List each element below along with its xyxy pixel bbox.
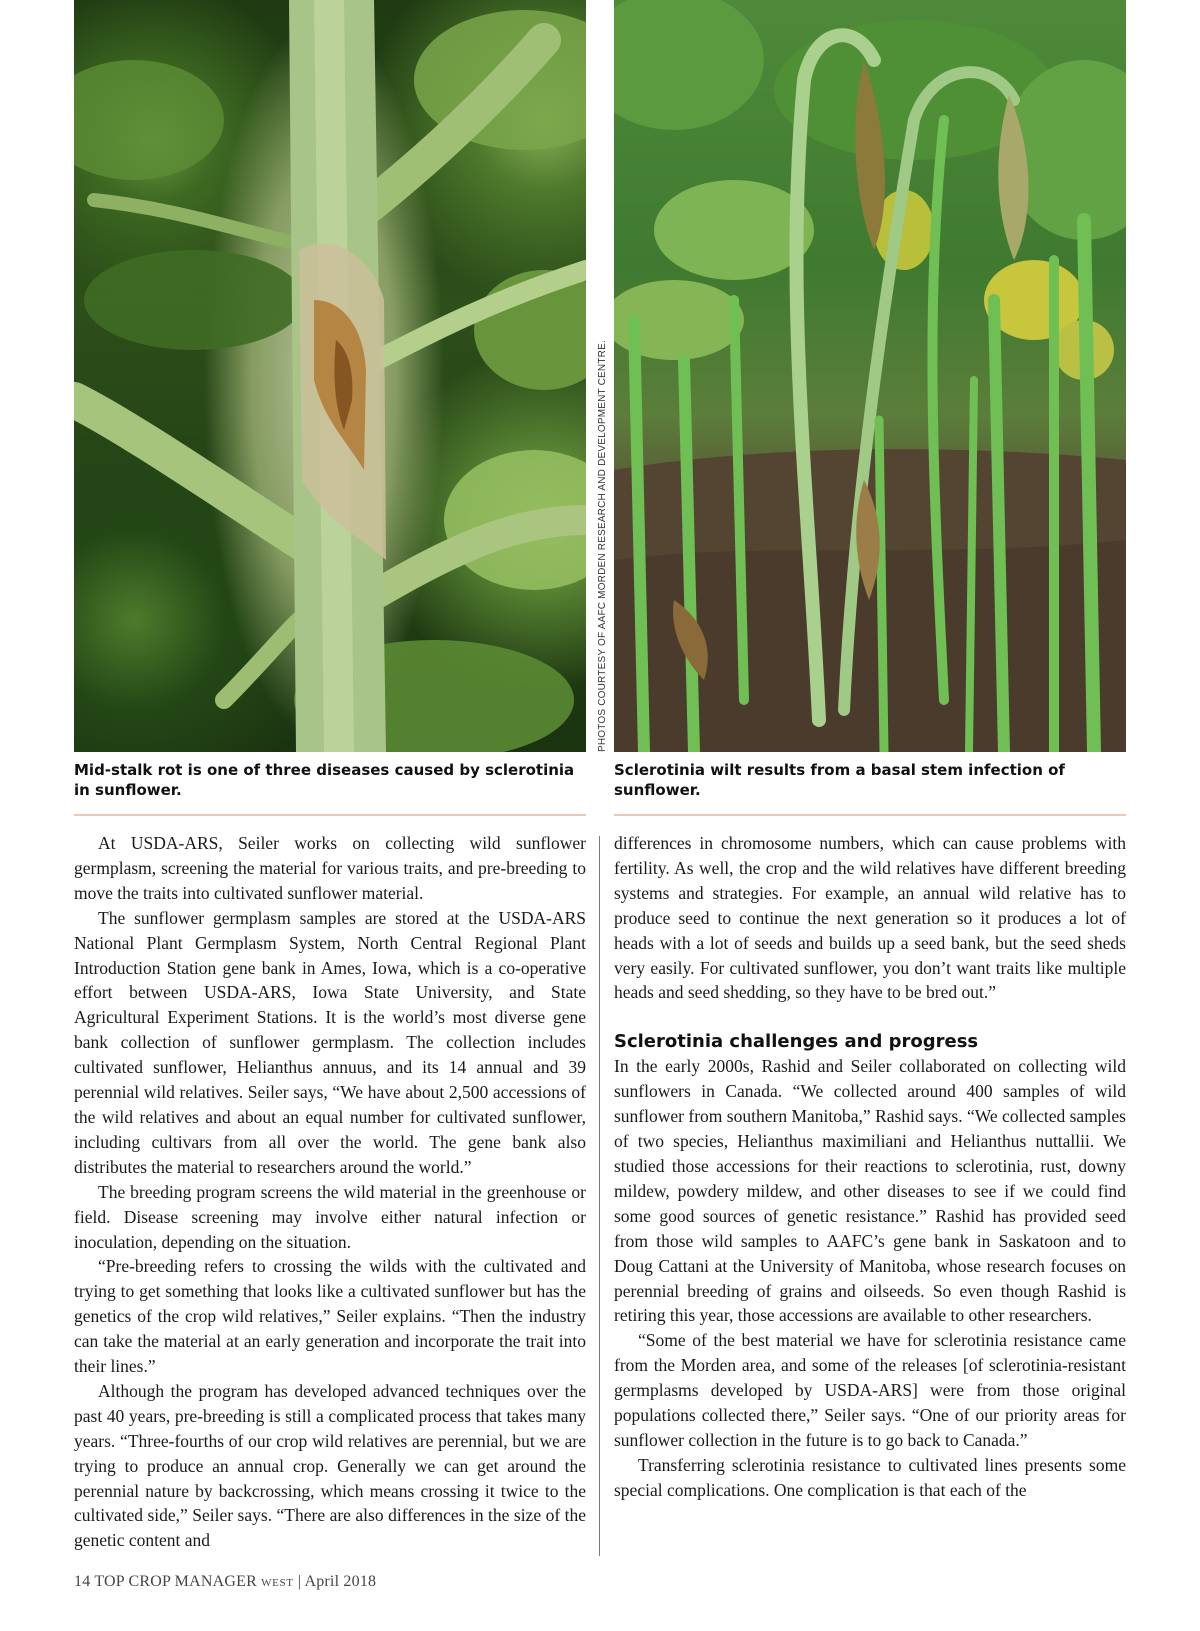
photo-credit-text: PHOTOS COURTESY OF AAFC MORDEN RESEARCH AND DEVELOPMENT CENTRE. xyxy=(597,340,608,752)
caption-rule-right xyxy=(614,814,1126,816)
paragraph-continued: differences in chromosome numbers, which can cause problems with fertility. As well, the crop and the wild relatives have different breeding systems and strategies. For example, an annual wild relative has to produce seed to continue the next generation so it produces a lot of heads with a lot of seeds and builds up a seed bank, but the seed sheds very easily. For cultivated sunflower, you don’t want traits like multiple heads and seed shedding, so they have to be bred out.” xyxy=(614,833,1126,1003)
left-photo-caption: Mid-stalk rot is one of three diseases caused by sclerotinia in sunflower. xyxy=(74,761,575,799)
magazine-name: TOP CROP MANAGER xyxy=(94,1573,257,1590)
magazine-edition: WEST xyxy=(261,1577,294,1589)
paragraph: “Pre-breeding refers to crossing the wilds with the cultivated and trying to get something that looks like a cultivated sunflower but has the genetics of the crop wild relatives,” Seiler explains. “Then the industry can take the material at an early generation and incorporate the trait into their lines.” xyxy=(74,1256,586,1377)
paragraph: “Some of the best material we have for sclerotinia resistance came from the Morden area, and some of the releases [of sclerotinia-resistant germplasms developed by USDA-ARS] were from those original populations collected there,” Seiler says. “One of our priority areas for sunflower collection in the future is to go back to Canada.” xyxy=(614,1330,1126,1450)
paragraph: Transferring sclerotinia resistance to cultivated lines presents some special complications. One complication is that each of the xyxy=(614,1454,1126,1500)
column-divider xyxy=(599,836,600,1556)
page-footer xyxy=(74,1573,376,1591)
article-column-left xyxy=(74,831,586,1553)
section-gap xyxy=(614,1005,1126,1029)
right-photo-caption: Sclerotinia wilt results from a basal stem infection of sunflower. xyxy=(614,761,1065,799)
stalk-illustration xyxy=(74,0,586,752)
footer-separator: | xyxy=(297,1573,302,1590)
photo-mid-stalk-rot xyxy=(74,0,586,752)
article-column-right xyxy=(614,831,1126,1503)
wilted-sunflowers-illustration xyxy=(614,0,1126,752)
paragraph: Although the program has developed advanced techniques over the past 40 years, pre-breeding is still a complicated process that takes many years. “Three-fourths of our crop wild relatives are perennial, but we are trying to produce an annual crop. Generally we can get around the perennial nature by backcrossing, which means crossing it twice to the cultivated side,” Seiler says. “There are also differences in the size of the genetic content and xyxy=(74,1380,586,1551)
paragraph: The sunflower germplasm samples are stored at the USDA-ARS National Plant Germplasm System, North Central Regional Plant Introduction Station gene bank in Ames, Iowa, which is a co-operative effort between USDA-ARS, Iowa State University, and State Agricultural Experiment Stations. It is the world’s most diverse gene bank collection of sunflower germplasm. The collection includes cultivated sunflower, Helianthus annuus, and its 14 annual and 39 perennial wild relatives. Seiler says, “We have about 2,500 accessions of the wild relatives and about an equal number for cultivated sunflower, including cultivars from all over the world. The gene bank also distributes the material to researchers around the world.” xyxy=(74,907,586,1177)
paragraph: The breeding program screens the wild material in the greenhouse or field. Disease screening may involve either natural infection or inoculation, depending on the situation. xyxy=(74,1181,586,1252)
issue-date: April 2018 xyxy=(304,1573,377,1590)
section-heading: Sclerotinia challenges and progress xyxy=(614,1031,979,1053)
page-number: 14 xyxy=(74,1573,91,1590)
paragraph: At USDA-ARS, Seiler works on collecting wild sunflower germplasm, screening the material for various traits, and pre-breeding to move the traits into cultivated sunflower material. xyxy=(74,833,586,903)
photo-sclerotinia-wilt xyxy=(614,0,1126,752)
caption-rule-left xyxy=(74,814,586,816)
paragraph: In the early 2000s, Rashid and Seiler collaborated on collecting wild sunflowers in Canada. “We collected around 400 samples of wild sunflower from southern Manitoba,” Rashid says. “We collected samples of two species, Helianthus maximiliani and Helianthus nuttallii. We studied those accessions for their reactions to sclerotinia, rust, downy mildew, powdery mildew, and other diseases to see if we could find some good sources of genetic resistance.” Rashid has provided seed from those wild samples to AAFC’s gene bank in Saskatoon and to Doug Cattani at the University of Manitoba, whose research focuses on perennial breeding of grains and oilseeds. So even though Rashid is retiring this year, those accessions are available to other researchers. xyxy=(614,1056,1126,1326)
photo-credit xyxy=(596,340,610,752)
